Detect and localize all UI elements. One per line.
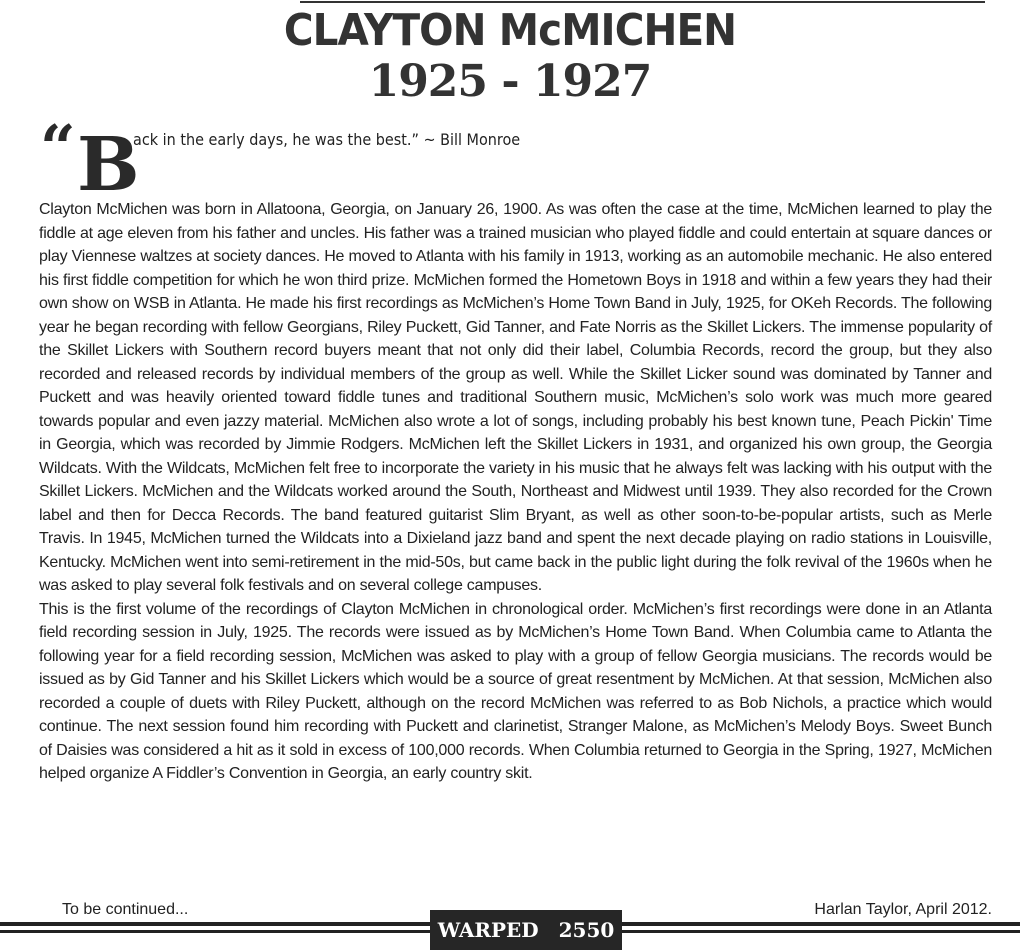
- year-range: 1925 - 1927: [368, 56, 652, 107]
- drop-cap-letter: B: [77, 122, 140, 208]
- epigraph-quote: ack in the early days, he was the best.” ~ Bill Monroe: [133, 130, 521, 149]
- opening-quote-mark: “: [40, 111, 76, 184]
- paragraph-recordings: This is the first volume of the recordings of Clayton McMichen in chronological order. McMichen’s first recordings were done in an Atlanta field recording session in July, 1925. The records were issued as by McMichen’s Home Town Band. When Columbia came to Atlanta the following year for a field recording session, McMichen was asked to play with a group of fellow Georgia musicians. The records would be issued as by Gid Tanner and his Skillet Lickers which would be a source of great resentment by McMichen. At that session, McMichen also recorded a couple of duets with Riley Puckett, although on the record McMichen was referred to as Bob Nichols, a practice which would continue. The next session found him recording with Puckett and clarinetist, Stranger Malone, as McMichen’s Melody Boys. Sweet Bunch of Daisies was considered a hit as it sold in excess of 100,000 records. When Columbia returned to Georgia in the Spring, 1927, McMichen helped organize A Fiddler’s Convention in Georgia, an early country skit.: [39, 600, 992, 782]
- catalog-number: 2550: [558, 918, 615, 942]
- continued-note: To be continued...: [62, 901, 189, 918]
- catalog-badge: [430, 910, 622, 950]
- top-rule: [300, 1, 985, 3]
- paragraph-biography: Clayton McMichen was born in Allatoona, Georgia, on January 26, 1900. As was often the case at the time, McMichen learned to play the fiddle at age eleven from his father and uncles. His father was a trained musician who played fiddle and could entertain at square dances or play Viennese waltzes at society dances. He moved to Atlanta with his family in 1913, working as an automobile mechanic. He also entered his first fiddle competition for which he won third prize. McMichen formed the Hometown Boys in 1918 and within a few years they had their own show on WSB in Atlanta. He made his first recordings as McMichen’s Home Town Band in July, 1925, for OKeh Records. The following year he began recording with fellow Georgians, Riley Puckett, Gid Tanner, and Fate Norris as the Skillet Lickers. The immense popularity of the Skillet Lickers with Southern record buyers meant that not only did their label, Columbia Records, record the group, but they also recorded and released records by individual members of the group as well. While the Skillet Licker sound was dominated by Tanner and Puckett and was heavily oriented toward fiddle tunes and traditional Southern music, McMichen’s solo work was much more geared towards popular and even jazzy material. McMichen also wrote a lot of songs, including probably his best known tune, Peach Pickin' Time in Georgia, which was recorded by Jimmie Rodgers. McMichen left the Skillet Lickers in 1931, and organized his own group, the Georgia Wildcats. With the Wildcats, McMichen felt free to incorporate the variety in his music that he always felt was lacking with his output with the Skillet Lickers. McMichen and the Wildcats worked around the South, Northeast and Midwest until 1939. They also recorded for the Crown label and then for Decca Records. The band featured guitarist Slim Bryant, as well as other soon-to-be-popular artists, such as Merle Travis. In 1945, McMichen turned the Wildcats into a Dixieland jazz band and spent the next decade playing on radio stations in Louisville, Kentucky. McMichen went into semi-retirement in the mid-50s, but came back in the public light during the folk revival of the 1960s when he was asked to play several folk festivals and on several college campuses.: [39, 201, 992, 594]
- author-credit: Harlan Taylor, April 2012.: [814, 901, 992, 918]
- catalog-label: WARPED: [437, 918, 539, 942]
- page-title: CLAYTON McMICHEN: [283, 5, 737, 56]
- article-body: [39, 198, 992, 786]
